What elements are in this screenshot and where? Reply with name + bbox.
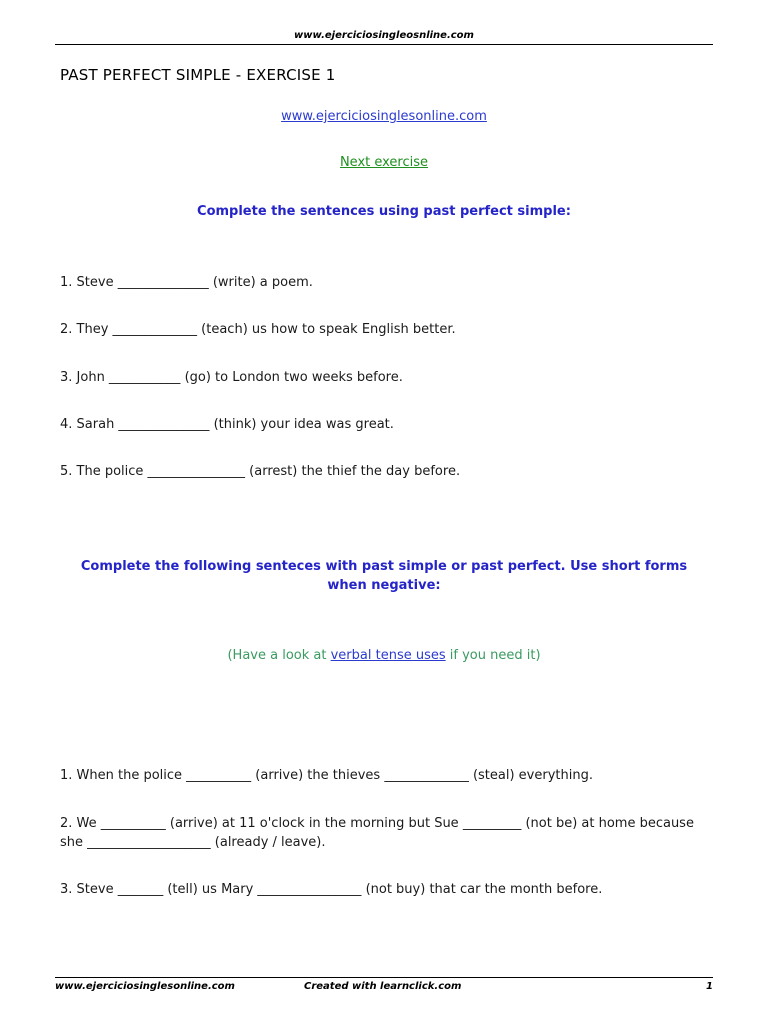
footer-divider xyxy=(55,977,713,978)
section2-item: 3. Steve _______ (tell) us Mary ________________ (not buy) that car the month before. xyxy=(60,882,603,897)
section2-item: 2. We __________ (arrive) at 11 o'clock in the morning but Sue _________ (not be) at home because she ___________________ (already / leave). xyxy=(60,816,694,850)
footer-page-number: 1 xyxy=(706,981,713,992)
next-exercise-link[interactable]: Next exercise xyxy=(339,155,429,170)
header-url: www.ejerciciosingleosnline.com xyxy=(294,30,474,41)
section1-item: 2. They _____________ (teach) us how to speak English better. xyxy=(60,322,456,337)
header-divider xyxy=(55,44,713,45)
page-title: PAST PERFECT SIMPLE - EXERCISE 1 xyxy=(60,66,336,84)
section2-item: 1. When the police __________ (arrive) the thieves _____________ (steal) everything. xyxy=(60,768,593,783)
site-link-line xyxy=(0,109,768,124)
section1-item: 1. Steve ______________ (write) a poem. xyxy=(60,275,313,290)
footer-url: www.ejerciciosinglesonline.com xyxy=(55,981,235,992)
hint-prefix: (Have a look at xyxy=(227,648,331,663)
footer-credit: Created with learnclick.com xyxy=(304,981,462,992)
verbal-tense-uses-link[interactable]: verbal tense uses xyxy=(330,648,446,663)
section1-item: 3. John ___________ (go) to London two weeks before. xyxy=(60,370,403,385)
section1-item: 4. Sarah ______________ (think) your idea was great. xyxy=(60,417,394,432)
section2-instruction: Complete the following senteces with past simple or past perfect. Use short forms when negative: xyxy=(80,559,688,593)
hint-line xyxy=(0,648,768,663)
section1-instruction: Complete the sentences using past perfect simple: xyxy=(197,204,571,219)
site-link[interactable]: www.ejerciciosinglesonline.com xyxy=(281,109,487,124)
section1-item: 5. The police _______________ (arrest) the thief the day before. xyxy=(60,464,461,479)
next-exercise-line xyxy=(0,155,768,170)
hint-suffix: if you need it) xyxy=(445,648,541,663)
